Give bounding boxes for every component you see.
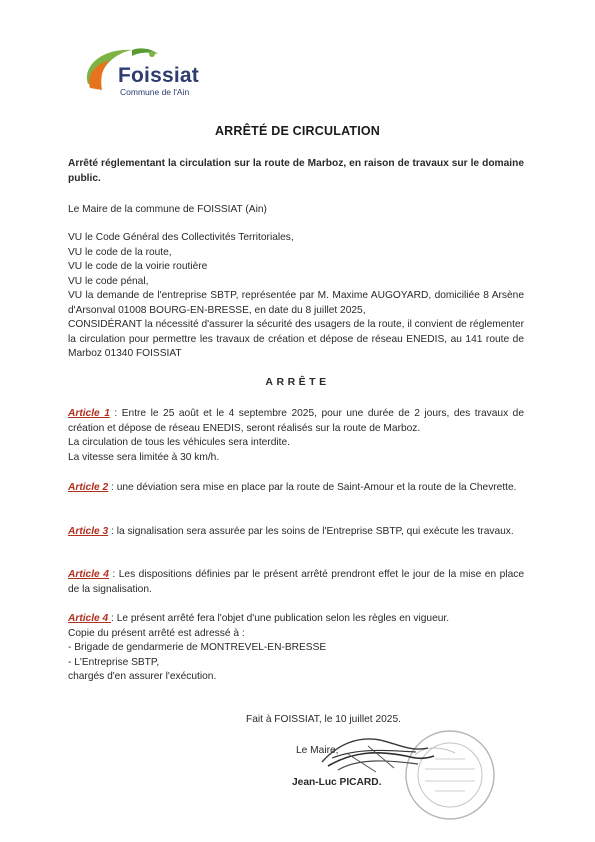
vu-section	[68, 231, 524, 362]
article-text: : Le présent arrêté fera l'objet d'une publication selon les règles en vigueur.	[111, 613, 450, 624]
article-3	[68, 525, 524, 540]
article-line: La vitesse sera limitée à 30 km/h.	[68, 451, 220, 463]
signatory-role: Le Maire,	[296, 745, 339, 756]
document-title: ARRÊTÉ DE CIRCULATION	[214, 124, 381, 138]
mayor-line: Le Maire de la commune de FOISSIAT (Ain)	[68, 204, 267, 215]
vu-line: VU la demande de l'entreprise SBTP, représentée par M. Maxime AUGOYARD, domiciliée 8 Arsène d'Arsonval 01008 BOURG-EN-BRESSE, en date du 8 juillet 2025,	[68, 290, 524, 316]
article-line: - Brigade de gendarmerie de MONTREVEL-EN-BRESSE	[68, 642, 327, 653]
commune-logo	[80, 44, 215, 104]
subject-line: Arrêté réglementant la circulation sur la route de Marboz, en raison de travaux sur le domaine public.	[68, 158, 524, 184]
logo-subtitle: Commune de l'Ain	[120, 87, 190, 97]
article-line: chargés d'en assurer l'exécution.	[68, 671, 217, 682]
vu-line: VU le code de la route,	[68, 246, 172, 258]
article-1	[68, 407, 524, 465]
article-line: La circulation de tous les véhicules sera interdite.	[68, 437, 290, 448]
article-4	[68, 568, 524, 597]
article-text: : la signalisation sera assurée par les soins de l'Entreprise SBTP, qui exécute les travaux.	[108, 526, 514, 537]
place-date: Fait à FOISSIAT, le 10 juillet 2025.	[246, 714, 401, 725]
logo-name: Foissiat	[118, 64, 199, 87]
article-2	[68, 481, 524, 496]
article-1-paragraph	[68, 407, 524, 436]
vu-line: VU le code pénal,	[68, 275, 149, 287]
considerant-line: CONSIDÉRANT la nécessité d'assurer la sécurité des usagers de la route, il convient de réglementer la circulation pour permettre les travaux de création et dépose de réseau ENEDIS, au 141 route de Marboz 01340 FOISSIAT	[68, 319, 524, 359]
handwritten-signature-icon	[318, 722, 438, 782]
article-label: Article 1	[68, 408, 110, 419]
article-text: : Entre le 25 août et le 4 septembre 2025, pour une durée de 2 jours, des travaux de création et dépose de réseau ENEDIS, seront réalisés sur la route de Marboz.	[68, 408, 525, 434]
article-line	[68, 612, 524, 627]
vu-line: VU le code de la voirie routière	[68, 261, 208, 272]
article-text: : Les dispositions définies par le présent arrêté prendront effet le jour de la mise en place de la signalisation.	[68, 569, 525, 595]
article-text: : une déviation sera mise en place par la route de Saint-Amour et la route de la Chevrette.	[108, 482, 517, 493]
article-label: Article 2	[68, 482, 109, 493]
signatory-name: Jean-Luc PICARD.	[292, 777, 382, 788]
article-line: Copie du présent arrêté est adressé à :	[68, 627, 245, 639]
article-line: - L'Entreprise SBTP,	[68, 656, 160, 668]
arrete-heading: ARRÊTE	[265, 376, 330, 388]
article-5	[68, 612, 524, 685]
article-label: Article 3	[68, 526, 109, 537]
article-label: Article 4	[68, 613, 112, 624]
vu-line: VU le Code Général des Collectivités Territoriales,	[68, 232, 294, 243]
article-label: Article 4	[68, 569, 109, 580]
